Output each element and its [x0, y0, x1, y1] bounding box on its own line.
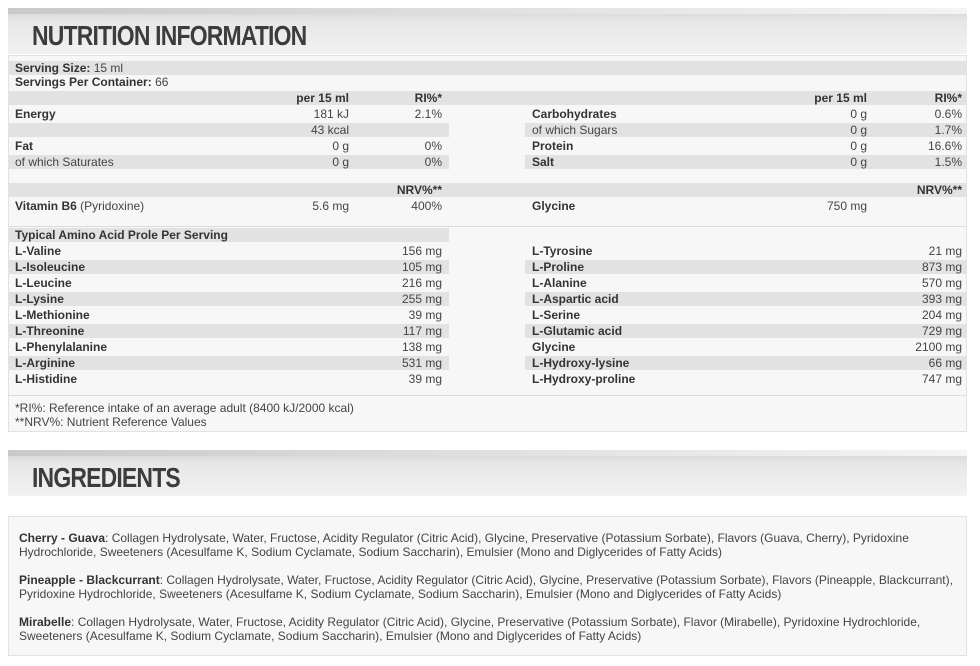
- amino-value: 570 mg: [921, 276, 962, 290]
- ingredient-paragraph: [19, 615, 954, 643]
- vitamin-sub: (Pyridoxine): [76, 199, 145, 213]
- nutrition-title: NUTRITION INFORMATION: [32, 20, 307, 51]
- flavor-name: Mirabelle: [19, 615, 72, 629]
- nutrient-name: Fat: [15, 139, 33, 153]
- footnote-nrv: **NRV%: Nutrient Reference Values: [15, 415, 207, 429]
- nutrient-name: Energy: [15, 107, 56, 121]
- serving-size: [15, 61, 123, 76]
- divider: [9, 395, 966, 396]
- nutrient-per: 181 kJ: [313, 107, 349, 121]
- amino-name: L-Arginine: [15, 356, 75, 370]
- flavor-name: Cherry - Guava: [19, 531, 106, 545]
- amino-value: 747 mg: [921, 372, 962, 386]
- nutrient-ri: 2.1%: [414, 107, 442, 121]
- nutrient-per: 0 g: [332, 139, 349, 153]
- nutrient-name: of which Sugars: [532, 123, 618, 137]
- amino-name: L-Lysine: [15, 292, 64, 306]
- amino-name: L-Hydroxy-proline: [532, 372, 636, 386]
- amino-value: 105 mg: [401, 260, 442, 274]
- col-header-ri-right: RI%*: [934, 91, 962, 105]
- nutrition-table: [8, 55, 967, 432]
- amino-value: 21 mg: [928, 244, 962, 258]
- glycine-name: Glycine: [532, 199, 576, 213]
- amino-name: L-Leucine: [15, 276, 72, 290]
- col-header-ri: RI%*: [414, 91, 442, 105]
- nutrient-per: 0 g: [850, 107, 867, 121]
- amino-value: 531 mg: [401, 356, 442, 370]
- amino-value: 216 mg: [401, 276, 442, 290]
- nutrient-per: 0 g: [850, 123, 867, 137]
- ingredient-text: : Collagen Hydrolysate, Water, Fructose, Acidity Regulator (Citric Acid), Glycine, Preservative (Potassium Sorbate), Flavors (Guava, Cherry), Pyridoxine Hydrochloride, Sweeteners (Acesulfame K, Sodium Cyclamate, Sodium Saccharin), Emulsier (Mono and Diglycerides of Fatty Acids): [19, 531, 909, 559]
- ingredient-paragraph: [19, 573, 954, 601]
- nutrient-name: of which Saturates: [15, 155, 114, 169]
- amino-name: L-Hydroxy-lysine: [532, 356, 630, 370]
- flavor-name: Pineapple - Blackcurrant: [19, 573, 160, 587]
- amino-name: L-Threonine: [15, 324, 85, 338]
- footnote-ri: *RI%: Reference intake of an average adult (8400 kJ/2000 kcal): [15, 401, 354, 415]
- nutrient-ri: 1.7%: [934, 123, 962, 137]
- serving-size-value: 15 ml: [93, 61, 124, 75]
- amino-value: 39 mg: [408, 372, 442, 386]
- amino-name: Glycine: [532, 340, 576, 354]
- amino-value: 117 mg: [402, 324, 442, 338]
- amino-value: 393 mg: [921, 292, 962, 306]
- ingredient-paragraph: [19, 531, 954, 559]
- amino-value: 156 mg: [401, 244, 442, 258]
- nutrient-ri: 0%: [424, 139, 442, 153]
- amino-value: 873 mg: [921, 260, 962, 274]
- amino-value: 2100 mg: [915, 340, 962, 354]
- amino-name: L-Methionine: [15, 308, 90, 322]
- amino-name: L-Isoleucine: [15, 260, 86, 274]
- amino-value: 204 mg: [921, 308, 962, 322]
- row-shade: [9, 123, 449, 137]
- servings-value: 66: [155, 75, 169, 89]
- amino-name: L-Valine: [15, 244, 62, 258]
- amino-name: L-Tyrosine: [532, 244, 593, 258]
- amino-name: L-Aspartic acid: [532, 292, 619, 306]
- amino-value: 729 mg: [921, 324, 962, 338]
- serving-size-label: Serving Size:: [15, 61, 91, 75]
- vitamin-per: 5.6 mg: [312, 199, 349, 213]
- row-shade: [9, 61, 966, 75]
- col-header-nrv-right: NRV%**: [916, 183, 962, 197]
- nutrient-name: Salt: [532, 155, 555, 169]
- amino-value: 66 mg: [928, 356, 962, 370]
- nutrient-per: 0 g: [332, 155, 349, 169]
- amino-value: 138 mg: [401, 340, 442, 354]
- col-header-nrv: NRV%**: [396, 183, 442, 197]
- nutrient-per: 0 g: [850, 139, 867, 153]
- amino-header: Typical Amino Acid Prole Per Serving: [15, 228, 228, 242]
- amino-name: L-Glutamic acid: [532, 324, 623, 338]
- nutrient-ri: 16.6%: [927, 139, 962, 153]
- nutrient-ri: 0%: [424, 155, 442, 169]
- ingredient-text: : Collagen Hydrolysate, Water, Fructose, Acidity Regulator (Citric Acid), Glycine, Preservative (Potassium Sorbate), Flavor (Mirabelle), Pyridoxine Hydrochloride, Sweeteners (Acesulfame K, Sodium Cyclamate, Sodium Saccharin), Emulsier (Mono and Diglycerides of Fatty Acids): [19, 615, 921, 643]
- divider: [9, 226, 966, 227]
- vitamin-name: Vitamin B6: [15, 199, 77, 213]
- col-header-per-right: per 15 ml: [814, 91, 867, 105]
- nutrient-name: Protein: [532, 139, 574, 153]
- amino-value: 255 mg: [401, 292, 442, 306]
- vitamin-b6-name: [15, 199, 144, 214]
- glycine-per: 750 mg: [826, 199, 867, 213]
- nutrient-per: 0 g: [850, 155, 867, 169]
- col-header-per: per 15 ml: [296, 91, 349, 105]
- amino-name: L-Alanine: [532, 276, 587, 290]
- servings-per-container: [15, 75, 168, 90]
- row-shade: [9, 183, 966, 197]
- amino-value: 39 mg: [408, 308, 442, 322]
- amino-name: L-Phenylalanine: [15, 340, 108, 354]
- nutrient-ri: 0.6%: [934, 107, 962, 121]
- ingredients-title: INGREDIENTS: [32, 462, 180, 493]
- amino-name: L-Serine: [532, 308, 581, 322]
- nutrition-header: [8, 8, 967, 54]
- ingredients-list: [8, 516, 967, 656]
- nutrient-per: 43 kcal: [310, 123, 349, 137]
- nutrient-name: Carbohydrates: [532, 107, 617, 121]
- amino-name: L-Proline: [532, 260, 585, 274]
- nutrient-ri: 1.5%: [934, 155, 962, 169]
- servings-label: Servings Per Container:: [15, 75, 152, 89]
- vitamin-nrv: 400%: [411, 199, 442, 213]
- amino-name: L-Histidine: [15, 372, 77, 386]
- ingredients-header: [8, 450, 967, 496]
- ingredient-text: : Collagen Hydrolysate, Water, Fructose, Acidity Regulator (Citric Acid), Glycine, Preservative (Potassium Sorbate), Flavors (Pineapple, Blackcurrant), Pyridoxine Hydrochloride, Sweeteners (Acesulfame K, Sodium Cyclamate, Sodium Saccharin), Emulsier (Mono and Diglycerides of Fatty Acids): [19, 573, 953, 601]
